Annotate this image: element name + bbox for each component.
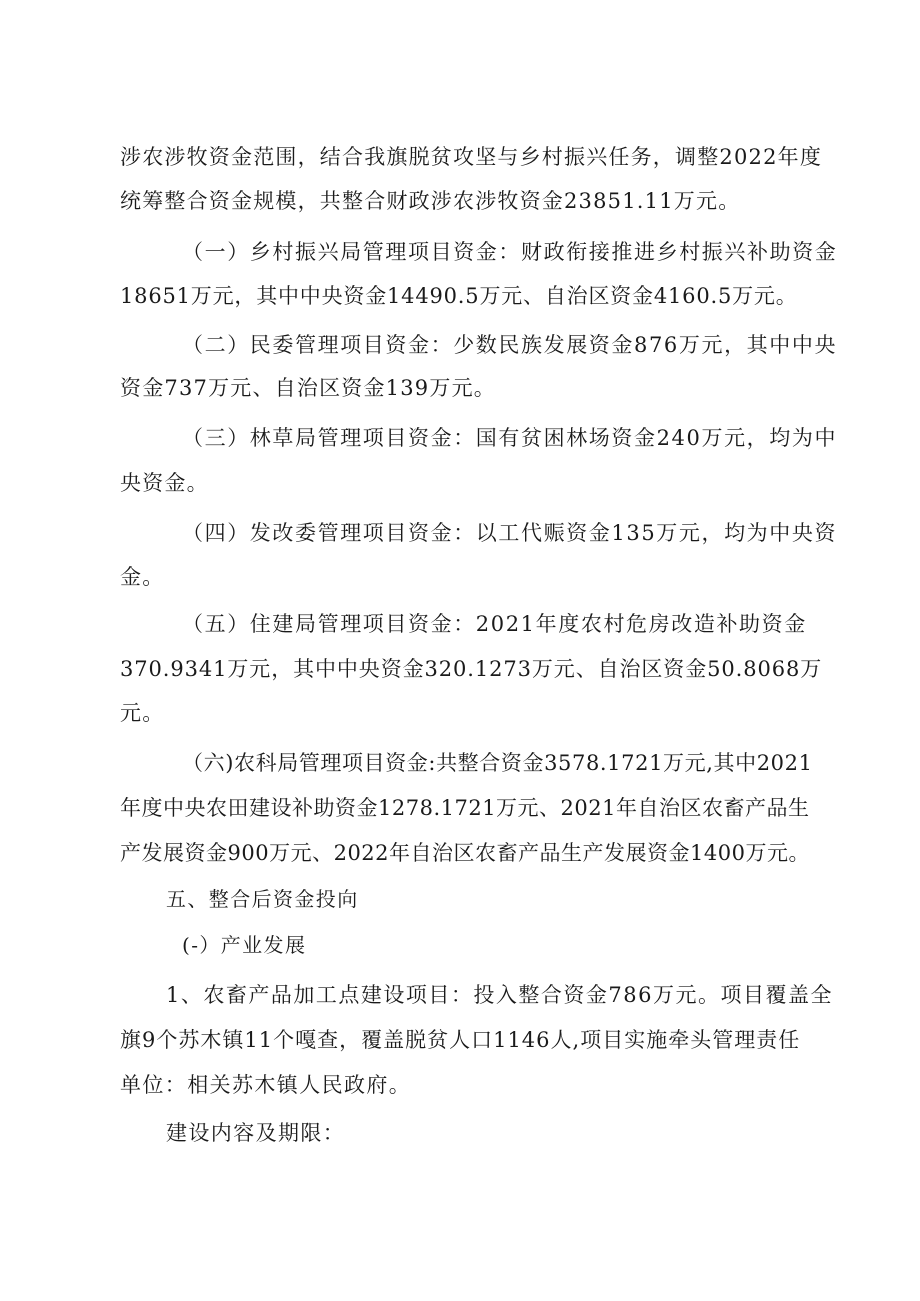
paragraph-line: 单位：相关苏木镇人民政府。 [120, 1073, 412, 1097]
paragraph-line: 年度中央农田建设补助资金1278.1721万元、2021年自治区农畜产品生 [120, 796, 810, 820]
paragraph-line: 370.9341万元，其中中央资金320.1273万元、自治区资金50.8068万 [120, 657, 823, 681]
paragraph-line: 涉农涉牧资金范围，结合我旗脱贫攻坚与乡村振兴任务，调整2022年度 [120, 145, 823, 169]
paragraph-line: （五）住建局管理项目资金：2021年度农村危房改造补助资金 [182, 612, 807, 636]
paragraph-line: 18651万元，其中中央资金14490.5万元、自治区资金4160.5万元。 [120, 284, 798, 308]
section-heading: 五、整合后资金投向 [166, 887, 359, 911]
paragraph-line: 1、农畜产品加工点建设项目：投入整合资金786万元。项目覆盖全 [166, 983, 833, 1007]
paragraph-line: （四）发改委管理项目资金：以工代赈资金135万元，均为中央资 [182, 521, 838, 545]
paragraph-line: 央资金。 [120, 471, 209, 495]
paragraph-line: （六)农科局管理项目资金:共整合资金3578.1721万元,其中2021 [182, 751, 813, 775]
paragraph-line: 元。 [120, 701, 165, 725]
paragraph-line: 资金737万元、自治区资金139万元。 [120, 376, 496, 400]
paragraph-line: （三）林草局管理项目资金：国有贫困林场资金240万元，均为中 [182, 426, 838, 450]
paragraph-line: 统筹整合资金规模，共整合财政涉农涉牧资金23851.11万元。 [120, 189, 741, 213]
paragraph-line: 产发展资金900万元、2022年自治区农畜产品生产发展资金1400万元。 [120, 841, 810, 865]
paragraph-line: （二）民委管理项目资金：少数民族发展资金876万元，其中中央 [182, 333, 838, 357]
paragraph-line: 建设内容及期限： [166, 1121, 346, 1145]
paragraph-line: 金。 [120, 565, 165, 589]
paragraph-line: 旗9个苏木镇11个嘎查，覆盖脱贫人口1146人,项目实施牵头管理责任 [120, 1028, 801, 1052]
paragraph-line: （一）乡村振兴局管理项目资金：财政衔接推进乡村振兴补助资金 [182, 240, 838, 264]
subsection-heading: (-）产业发展 [182, 933, 307, 957]
